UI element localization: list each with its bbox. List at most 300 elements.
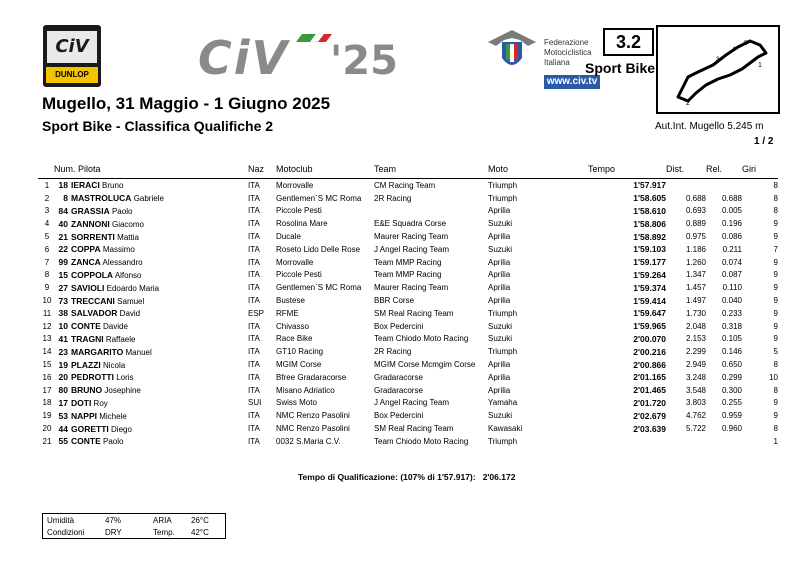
pilot-surname: PLAZZI [71,359,101,370]
row-laps: 9 [773,257,778,267]
col-team: Team [374,160,488,179]
row-position: 12 [42,321,52,331]
row-relative: 0.959 [721,411,742,421]
svg-text:5: 5 [744,41,748,47]
row-number: 17 [58,397,68,408]
row-team: Box Pedercini [374,321,424,331]
row-nationality: ITA [248,257,260,267]
row-distance: 2.153 [685,334,706,344]
row-moto: Triumph [488,193,518,203]
col-num-pilota: Num. Pilota [38,160,248,179]
row-distance: 1.497 [685,296,706,306]
row-pilot [68,320,248,333]
row-team: E&E Squadra Corse [374,219,447,229]
row-time: 1'59.264 [633,269,666,280]
row-number: 18 [58,180,68,191]
row-nationality: ITA [248,321,260,331]
row-distance: 3.548 [685,385,706,395]
row-number: 73 [58,295,68,306]
table-row [38,192,778,205]
row-relative: 0.211 [722,244,742,254]
row-pilot [68,269,248,282]
pilot-firstname: Manuel [125,347,152,357]
row-moto: Suzuki [488,219,513,229]
row-moto: Aprilia [488,296,511,306]
row-nationality: ITA [248,283,260,293]
row-team: MGIM Corse Mcmgim Corse [374,360,476,370]
row-nationality: ITA [248,334,260,344]
pilot-surname: ZANNONI [71,218,110,229]
pilot-firstname: Roy [93,398,108,408]
row-moto: Aprilia [488,360,511,370]
row-time: 2'01.720 [633,397,666,408]
svg-text:1: 1 [758,62,762,69]
pilot-surname: NAPPI [71,410,97,421]
table-row [38,435,778,448]
row-distance: 1.730 [685,308,706,318]
pilot-firstname: Alfonso [114,270,142,280]
row-laps: 9 [773,296,778,306]
table-row [38,294,778,307]
pilot-firstname: Edoardo Maria [106,283,160,293]
track-temp-value: 42°C [191,527,209,537]
row-distance: 5.722 [685,424,706,434]
row-number: 40 [58,218,68,229]
row-number: 23 [58,346,68,357]
row-laps: 8 [773,424,778,434]
row-team [374,205,488,218]
row-distance [666,179,706,192]
row-time: 1'59.374 [633,282,666,293]
row-nationality: ITA [248,296,260,306]
row-moto: Aprilia [488,372,511,382]
row-moto: Aprilia [488,257,511,267]
row-laps: 8 [773,385,778,395]
row-laps: 9 [773,232,778,242]
pilot-surname: GRASSIA [71,205,110,216]
row-pilot [68,192,248,205]
row-distance: 1.347 [685,270,706,280]
row-nationality: SUI [248,398,262,408]
air-label: ARIA [153,515,172,525]
row-laps: 9 [773,398,778,408]
row-team: Box Pedercini [374,411,424,421]
col-tempo: Tempo [588,160,666,179]
row-pilot [68,307,248,320]
pilot-firstname: Massimo [102,245,135,255]
row-laps: 7 [773,244,778,254]
row-position: 4 [44,219,50,229]
pilot-firstname: Nicola [102,360,126,370]
row-pilot [68,243,248,256]
row-relative: 0.086 [721,232,742,242]
pilot-surname: MARGARITO [71,346,124,357]
pilot-firstname: Samuel [117,296,145,306]
row-pilot [68,422,248,435]
pilot-surname: TRECCANI [71,295,115,306]
row-nationality: ITA [248,424,260,434]
row-relative: 0.110 [722,283,742,293]
pilot-firstname: Mattia [117,232,139,242]
row-number: 41 [58,333,68,344]
table-row [38,320,778,333]
row-nationality: ITA [248,347,260,357]
session-code-box: 3.2 [603,28,654,56]
row-nationality: ITA [248,244,260,254]
humidity-label: Umidità [47,515,75,525]
pilot-surname: GORETTI [71,423,109,434]
row-position: 15 [42,360,52,370]
table-row [38,371,778,384]
row-moto: Triumph [488,308,518,318]
row-distance: 1.457 [685,283,706,293]
row-laps: 8 [773,193,778,203]
row-position: 13 [42,334,52,344]
row-team: Team Chiodo Moto Racing [374,436,469,446]
row-laps: 9 [773,321,778,331]
row-relative: 0.299 [721,372,742,382]
civ25-main-text: CiV [198,32,290,82]
row-position: 9 [44,283,50,293]
col-rel: Rel. [706,160,742,179]
pilot-firstname: Davide [102,322,128,332]
row-team: 2R Racing [374,347,412,357]
pilot-surname: PEDROTTI [71,372,114,383]
row-motoclub: RFME [276,308,299,318]
row-nationality: ITA [248,372,260,382]
row-distance [666,435,706,448]
track-temp-label: Temp. [153,527,175,537]
row-distance: 0.693 [685,206,706,216]
pilot-surname: SALVADOR [71,308,118,319]
table-row [38,205,778,218]
row-motoclub: Bustese [276,296,305,306]
row-laps: 9 [773,283,778,293]
pilot-surname: COPPOLA [71,269,114,280]
row-moto: Suzuki [488,334,513,344]
pilot-firstname: Loris [116,373,134,383]
row-position: 16 [42,372,52,382]
row-motoclub: Gentlemen`S MC Roma [276,193,362,203]
row-distance: 1.186 [685,244,706,254]
row-team: J Angel Racing Team [374,398,450,408]
row-relative [706,435,742,448]
row-pilot [68,371,248,384]
row-team: Team Chiodo Moto Racing [374,334,469,344]
row-relative: 0.005 [721,206,742,216]
table-row [38,397,778,410]
civ-logo [43,25,101,87]
row-time [588,435,666,448]
table-row [38,333,778,346]
row-position: 14 [42,347,52,357]
row-distance: 1.260 [685,257,706,267]
track-length: Aut.Int. Mugello 5.245 m [655,121,764,132]
row-motoclub: Roseto Lido Delle Rose [276,244,361,254]
row-distance: 4.762 [685,411,706,421]
row-motoclub: Morrovalle [276,180,314,190]
row-team: CM Racing Team [374,180,436,190]
row-relative: 0.146 [721,347,742,357]
row-pilot [68,179,248,192]
pilot-surname: MASTROLUCA [71,193,132,204]
row-laps: 8 [773,206,778,216]
row-relative: 0.300 [721,385,742,395]
row-time: 1'58.806 [633,218,666,229]
row-moto: Aprilia [488,206,511,216]
row-pilot [68,409,248,422]
row-motoclub: Piccole Pesti [276,270,322,280]
pilot-firstname: David [119,309,141,319]
row-nationality: ITA [248,385,260,395]
pilot-firstname: Alessandro [102,258,143,268]
row-pilot [68,384,248,397]
row-position: 11 [42,308,52,318]
row-time: 2'00.866 [633,359,666,370]
humidity-value: 47% [105,515,122,525]
dunlop-logo-text: DUNLOP [46,67,98,83]
table-row [38,384,778,397]
row-laps: 8 [773,180,778,190]
results-body [38,179,778,448]
pilot-firstname: Paolo [111,206,133,216]
row-nationality: ITA [248,219,260,229]
row-team: Maurer Racing Team [374,232,449,242]
row-position: 1 [44,180,50,190]
row-nationality: ITA [248,193,260,203]
fmi-logo [484,28,540,74]
pilot-surname: TRAGNI [71,333,104,344]
qualification-value: 2'06.172 [482,472,516,482]
pilot-firstname: Josephine [104,386,141,396]
row-position: 10 [42,296,52,306]
civ-logo-text: CiV [47,31,97,63]
row-relative: 0.233 [721,308,742,318]
row-nationality: ESP [248,308,265,318]
row-moto: Aprilia [488,385,511,395]
row-moto: Aprilia [488,283,511,293]
row-motoclub: Chivasso [276,321,309,331]
row-time: 2'03.639 [633,423,666,434]
row-team: SM Real Racing Team [374,424,454,434]
col-naz: Naz [248,160,276,179]
row-time: 1'59.647 [633,308,666,319]
conditions-label: Condizioni [47,527,85,537]
row-moto: Triumph [488,347,518,357]
row-laps: 5 [773,347,778,357]
row-motoclub: Gentlemen`S MC Roma [276,283,362,293]
qualification-time-line [298,472,515,482]
svg-text:2: 2 [686,100,690,107]
table-row [38,256,778,269]
row-moto: Kawasaki [488,424,523,434]
track-map [656,25,780,114]
pilot-firstname: Paolo [102,437,124,447]
event-title: Mugello, 31 Maggio - 1 Giugno 2025 [42,94,331,113]
table-row [38,422,778,435]
page-number: 1 / 2 [754,136,774,147]
row-number: 8 [63,193,68,204]
row-number: 80 [58,385,68,396]
row-motoclub: GT10 Racing [276,347,324,357]
row-pilot [68,358,248,371]
row-relative: 0.040 [721,296,742,306]
row-position: 6 [44,244,50,254]
row-time: 1'59.177 [633,257,666,268]
row-position: 5 [44,232,50,242]
row-position: 19 [42,411,52,421]
row-pilot [68,281,248,294]
row-pilot [68,397,248,410]
svg-text:4: 4 [732,47,736,53]
pilot-surname: BRUNO [71,385,103,396]
row-pilot [68,435,248,448]
svg-text:3: 3 [716,57,720,63]
col-dist: Dist. [666,160,706,179]
pilot-firstname: Michele [99,411,127,421]
row-time: 1'59.103 [633,244,666,255]
row-relative: 0.650 [721,360,742,370]
row-pilot [68,256,248,269]
row-motoclub: Ducale [276,232,301,242]
row-team: Team MMP Racing [374,270,442,280]
row-position: 3 [44,206,50,216]
row-time: 1'59.414 [633,295,666,306]
conditions-value: DRY [105,527,122,537]
row-motoclub: Swiss Moto [276,398,317,408]
row-team: BBR Corse [374,296,415,306]
row-motoclub: Bfree Gradaracorse [276,372,347,382]
results-table [38,160,778,448]
row-relative [706,179,742,192]
row-distance: 0.688 [685,193,706,203]
qualification-label: Tempo di Qualificazione: (107% di 1'57.917): [298,472,476,482]
row-moto: Aprilia [488,270,511,280]
row-distance: 2.048 [685,321,706,331]
pilot-firstname: Giacomo [111,219,144,229]
row-nationality: ITA [248,270,260,280]
session-title: Sport Bike - Classifica Qualifiche 2 [42,118,274,134]
row-laps: 10 [769,372,778,382]
row-team: Maurer Racing Team [374,283,449,293]
pilot-surname: IERACI [71,180,100,191]
row-pilot [68,294,248,307]
table-row [38,409,778,422]
table-row [38,217,778,230]
pilot-surname: CONTE [71,321,101,332]
row-position: 21 [42,436,52,446]
track-map-icon [658,27,778,112]
pilot-firstname: Bruno [102,181,124,191]
row-motoclub: Piccole Pesti [276,206,322,216]
table-row [38,179,778,192]
row-relative: 0.960 [721,424,742,434]
row-pilot [68,333,248,346]
row-laps: 9 [773,411,778,421]
table-row [38,307,778,320]
row-nationality: ITA [248,206,260,216]
row-motoclub: Race Bike [276,334,313,344]
row-pilot [68,345,248,358]
row-moto: Suzuki [488,244,513,254]
row-motoclub: 0032 S.Maria C.V. [276,436,341,446]
row-time: 2'02.679 [633,410,666,421]
row-time: 1'58.610 [633,205,666,216]
row-relative: 0.074 [721,257,742,267]
civ-url-link[interactable]: www.civ.tv [544,75,600,89]
row-moto: Suzuki [488,411,513,421]
table-row [38,358,778,371]
row-laps: 9 [773,334,778,344]
table-row [38,281,778,294]
row-number: 53 [58,410,68,421]
row-relative: 0.087 [721,270,742,280]
row-laps: 9 [773,270,778,280]
row-time: 2'00.070 [633,333,666,344]
col-moto: Moto [488,160,588,179]
row-number: 99 [58,257,68,268]
pilot-surname: DOTI [71,397,92,408]
row-relative: 0.255 [721,398,742,408]
row-laps: 1 [773,436,778,446]
row-pilot [68,205,248,218]
row-laps: 8 [773,360,778,370]
row-number: 38 [58,308,68,319]
row-position: 7 [44,257,50,267]
row-number: 84 [58,205,68,216]
pilot-firstname: Diego [111,424,132,434]
row-relative: 0.688 [721,193,742,203]
row-position: 17 [42,385,52,395]
row-moto: Triumph [488,436,518,446]
row-nationality: ITA [248,360,260,370]
row-time: 1'58.892 [633,231,666,242]
pilot-surname: SAVIOLI [71,282,105,293]
row-motoclub: Morrovalle [276,257,314,267]
row-number: 15 [58,269,68,280]
row-position: 8 [44,270,50,280]
civ25-logo [198,32,408,82]
row-motoclub: Rosolina Mare [276,219,328,229]
row-nationality: ITA [248,411,260,421]
row-moto: Triumph [488,180,518,190]
row-motoclub: Misano Adriatico [276,385,335,395]
col-giri: Giri [742,160,778,179]
row-number: 19 [58,359,68,370]
fmi-text: Federazione Motociclistica Italiana [544,38,592,67]
row-pilot [68,230,248,243]
row-nationality: ITA [248,232,260,242]
table-row [38,243,778,256]
pilot-firstname: Raffaele [105,334,136,344]
row-team: J Angel Racing Team [374,244,450,254]
row-team: Gradaracorse [374,385,423,395]
table-row [38,230,778,243]
row-distance: 0.889 [685,219,706,229]
row-number: 21 [58,231,68,242]
row-laps: 9 [773,219,778,229]
row-position: 18 [42,398,52,408]
row-position: 2 [44,193,50,203]
pilot-surname: SORRENTI [71,231,115,242]
row-number: 55 [58,436,68,447]
row-motoclub: NMC Renzo Pasolini [276,411,350,421]
row-distance: 2.949 [685,360,706,370]
row-position: 20 [42,424,52,434]
row-pilot [68,217,248,230]
row-distance: 2.299 [685,347,706,357]
row-distance: 3.803 [685,398,706,408]
